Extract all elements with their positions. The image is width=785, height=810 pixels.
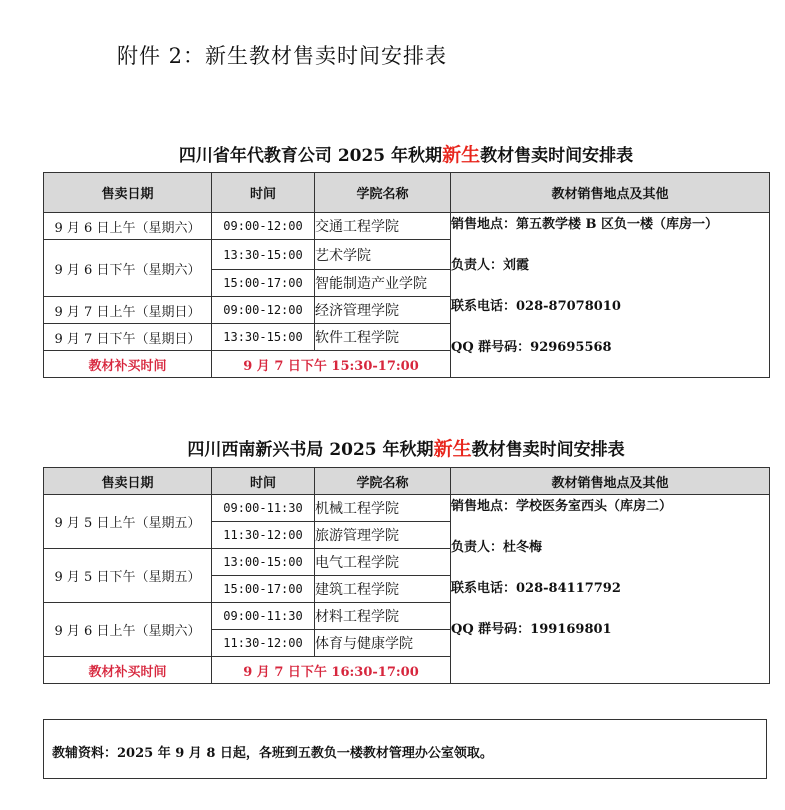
table1-title-highlight: 新生 bbox=[442, 144, 481, 166]
header-college: 学院名称 bbox=[315, 173, 451, 213]
college-name: 旅游管理学院 bbox=[315, 522, 451, 549]
time-slot: 09:00-11:30 bbox=[212, 603, 315, 630]
contact-person: 负责人：杜冬梅 bbox=[451, 540, 543, 555]
time-slot: 09:00-11:30 bbox=[212, 495, 315, 522]
table2-title bbox=[43, 434, 769, 461]
sale-date: 9 月 6 日上午（星期六） bbox=[44, 213, 212, 240]
sales-info bbox=[451, 495, 770, 684]
college-name: 艺术学院 bbox=[315, 240, 451, 270]
table2-title-highlight: 新生 bbox=[433, 438, 472, 460]
header-time: 时间 bbox=[212, 468, 315, 495]
time-slot: 15:00-17:00 bbox=[212, 270, 315, 297]
qq-group: QQ 群号码：929695568 bbox=[451, 340, 612, 355]
contact-phone: 联系电话：028-87078010 bbox=[451, 299, 621, 314]
sale-date: 9 月 5 日下午（星期五） bbox=[44, 549, 212, 603]
header-info: 教材销售地点及其他 bbox=[451, 173, 770, 213]
time-slot: 09:00-12:00 bbox=[212, 213, 315, 240]
college-name: 机械工程学院 bbox=[315, 495, 451, 522]
contact-person: 负责人：刘霞 bbox=[451, 258, 530, 273]
makeup-time: 9 月 7 日下午 16:30-17:00 bbox=[212, 657, 451, 684]
header-date: 售卖日期 bbox=[44, 468, 212, 495]
time-slot: 13:30-15:00 bbox=[212, 240, 315, 270]
sales-location: 销售地点：第五教学楼 B 区负一楼（库房一） bbox=[451, 217, 719, 232]
header-date: 售卖日期 bbox=[44, 173, 212, 213]
time-slot: 09:00-12:00 bbox=[212, 297, 315, 324]
makeup-time: 9 月 7 日下午 15:30-17:00 bbox=[212, 351, 451, 378]
sales-location: 销售地点：学校医务室西头（库房二） bbox=[451, 499, 673, 514]
time-slot: 11:30-12:00 bbox=[212, 630, 315, 657]
college-name: 建筑工程学院 bbox=[315, 576, 451, 603]
time-slot: 11:30-12:00 bbox=[212, 522, 315, 549]
supplementary-note: 教辅资料：2025 年 9 月 8 日起，各班到五教负一楼教材管理办公室领取。 bbox=[43, 719, 767, 779]
college-name: 经济管理学院 bbox=[315, 297, 451, 324]
time-slot: 13:00-15:00 bbox=[212, 549, 315, 576]
college-name: 体育与健康学院 bbox=[315, 630, 451, 657]
schedule-table-2 bbox=[43, 467, 770, 684]
table2-title-suffix: 教材售卖时间安排表 bbox=[471, 440, 625, 460]
sale-date: 9 月 5 日上午（星期五） bbox=[44, 495, 212, 549]
makeup-label: 教材补买时间 bbox=[44, 351, 212, 378]
contact-phone: 联系电话：028-84117792 bbox=[451, 581, 621, 596]
schedule-table-1 bbox=[43, 172, 770, 378]
college-name: 交通工程学院 bbox=[315, 213, 451, 240]
table1-title bbox=[43, 140, 769, 167]
header-time: 时间 bbox=[212, 173, 315, 213]
college-name: 软件工程学院 bbox=[315, 324, 451, 351]
table-row bbox=[44, 213, 770, 240]
sale-date: 9 月 6 日上午（星期六） bbox=[44, 603, 212, 657]
time-slot: 15:00-17:00 bbox=[212, 576, 315, 603]
header-college: 学院名称 bbox=[315, 468, 451, 495]
college-name: 智能制造产业学院 bbox=[315, 270, 451, 297]
sale-date: 9 月 6 日下午（星期六） bbox=[44, 240, 212, 297]
college-name: 材料工程学院 bbox=[315, 603, 451, 630]
sales-info bbox=[451, 213, 770, 378]
college-name: 电气工程学院 bbox=[315, 549, 451, 576]
header-info: 教材销售地点及其他 bbox=[451, 468, 770, 495]
makeup-label: 教材补买时间 bbox=[44, 657, 212, 684]
table-row bbox=[44, 495, 770, 522]
sale-date: 9 月 7 日上午（星期日） bbox=[44, 297, 212, 324]
table2-title-prefix: 四川西南新兴书局 2025 年秋期 bbox=[187, 440, 434, 460]
table1-title-prefix: 四川省年代教育公司 2025 年秋期 bbox=[178, 146, 443, 166]
sale-date: 9 月 7 日下午（星期日） bbox=[44, 324, 212, 351]
document-heading: 附件 2：新生教材售卖时间安排表 bbox=[117, 44, 448, 68]
time-slot: 13:30-15:00 bbox=[212, 324, 315, 351]
qq-group: QQ 群号码：199169801 bbox=[451, 622, 612, 637]
table1-title-suffix: 教材售卖时间安排表 bbox=[480, 146, 634, 166]
